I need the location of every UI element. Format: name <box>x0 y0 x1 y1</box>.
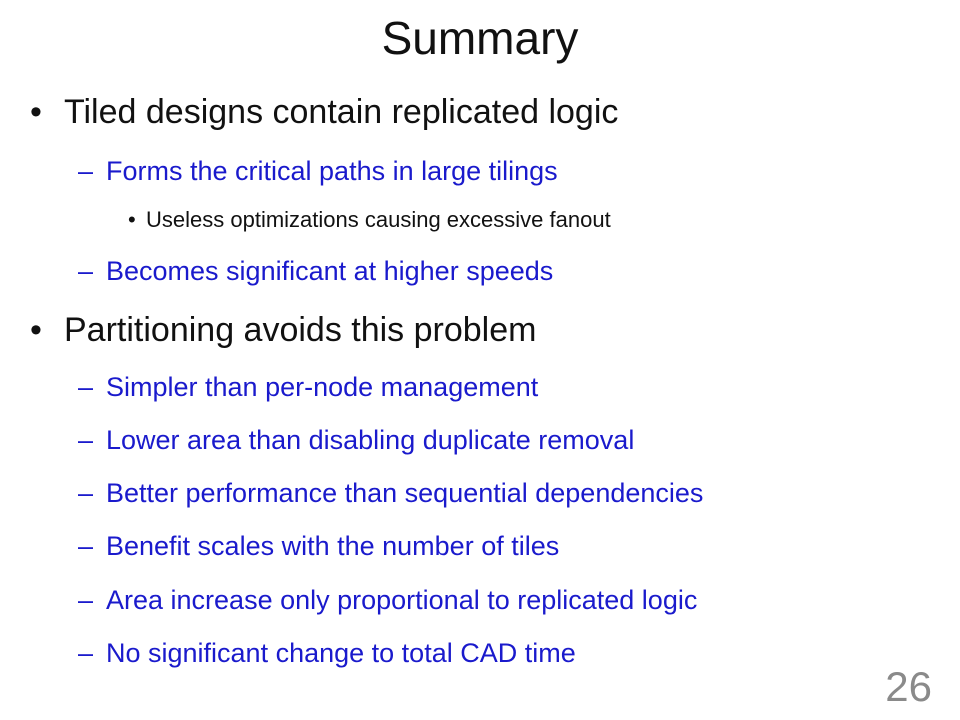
bullet-symbol: • <box>128 207 136 232</box>
sub-point-text: No significant change to total CAD time <box>106 638 576 668</box>
sub-point <box>78 583 697 617</box>
sub-point-text: Becomes significant at higher speeds <box>106 256 554 286</box>
sub-point-text: Area increase only proportional to replicated logic <box>106 585 698 615</box>
dash-symbol: – <box>78 531 94 561</box>
dash-symbol: – <box>78 425 94 455</box>
bullet-text: Partitioning avoids this problem <box>64 311 537 349</box>
bullet-symbol: • <box>30 93 42 131</box>
sub-point <box>78 254 553 288</box>
sub-sub-point-text: Useless optimizations causing excessive fanout <box>146 207 611 232</box>
sub-point <box>78 636 576 670</box>
sub-point-text: Lower area than disabling duplicate removal <box>106 425 635 455</box>
dash-symbol: – <box>78 638 94 668</box>
sub-point-text: Simpler than per-node management <box>106 372 539 402</box>
sub-point-text: Forms the critical paths in large tilings <box>106 156 558 186</box>
dash-symbol: – <box>78 256 94 286</box>
dash-symbol: – <box>78 156 94 186</box>
bullet-point <box>30 92 618 132</box>
bullet-symbol: • <box>30 311 42 349</box>
page-number: 26 <box>885 663 932 710</box>
slide-title: Summary <box>381 12 579 64</box>
bullet-text: Tiled designs contain replicated logic <box>64 93 619 131</box>
dash-symbol: – <box>78 372 94 402</box>
sub-sub-point <box>128 206 611 234</box>
sub-point <box>78 154 558 188</box>
dash-symbol: – <box>78 585 94 615</box>
sub-point-text: Benefit scales with the number of tiles <box>106 531 560 561</box>
sub-point-text: Better performance than sequential dependencies <box>106 478 704 508</box>
sub-point <box>78 423 634 457</box>
sub-point <box>78 529 559 563</box>
dash-symbol: – <box>78 478 94 508</box>
bullet-point <box>30 310 536 350</box>
sub-point <box>78 476 703 510</box>
sub-point <box>78 370 538 404</box>
